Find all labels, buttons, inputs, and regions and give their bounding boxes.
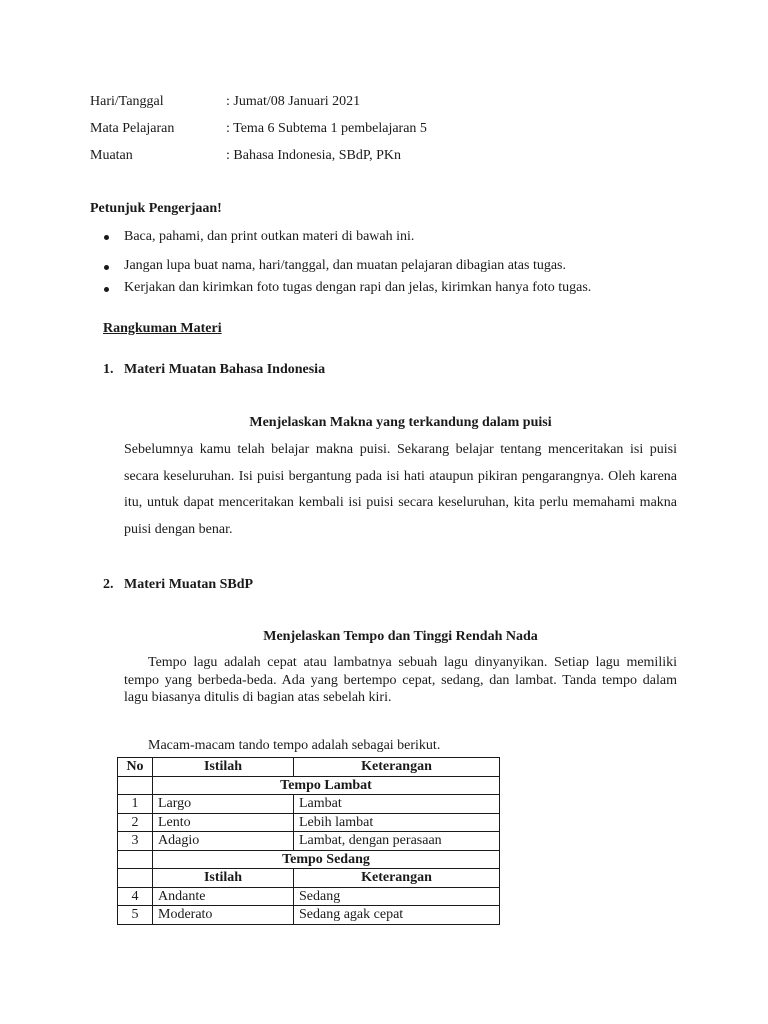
header-value-subject: : Tema 6 Subtema 1 pembelajaran 5 <box>226 121 427 136</box>
cell-term: Adagio <box>153 832 294 851</box>
cell-no: 2 <box>118 813 153 832</box>
cell-desc: Sedang agak cepat <box>294 906 500 925</box>
header-label-date: Hari/Tanggal <box>90 94 164 109</box>
table-intro: Macam-macam tando tempo adalah sebagai berikut. <box>148 738 441 753</box>
instructions-title: Petunjuk Pengerjaan! <box>90 201 222 216</box>
section1-number: 1. <box>103 362 114 377</box>
instruction-item: Kerjakan dan kirimkan foto tugas dengan rapi dan jelas, kirimkan hanya foto tugas. <box>124 280 592 295</box>
table-group-row <box>118 776 500 795</box>
table-row <box>118 906 500 925</box>
table-subheader-row <box>118 869 500 888</box>
section2-number: 2. <box>103 577 114 592</box>
cell-no: 4 <box>118 887 153 906</box>
section2-title: Materi Muatan SBdP <box>124 577 254 592</box>
section1-paragraph: Sebelumnya kamu telah belajar makna puisi. Sekarang belajar tentang menceritakan isi puisi secara keseluruhan. Isi puisi bergantung pada isi hati ataupun pikiran pengarangnya. Oleh karena itu, untuk dapat menceritakan kembali isi puisi secara keseluruhan, kita perlu memahami makna puisi dengan benar. <box>124 442 677 537</box>
cell-desc: Lebih lambat <box>294 813 500 832</box>
header-no: No <box>118 758 153 777</box>
cell-term: Largo <box>153 795 294 814</box>
cell-no: 3 <box>118 832 153 851</box>
section2-paragraph: Tempo lagu adalah cepat atau lambatnya sebuah lagu dinyanyikan. Setiap lagu memiliki tempo yang berbeda-beda. Ada yang bertempo cepat, sedang, dan lambat. Tanda tempo dalam lagu biasanya ditulis di bagian atas sebelah kiri. <box>124 655 677 705</box>
cell-no: 1 <box>118 795 153 814</box>
group-medium: Tempo Sedang <box>153 850 500 869</box>
header-label-content: Muatan <box>90 148 133 163</box>
summary-title: Rangkuman Materi <box>103 321 222 336</box>
header-term: Istilah <box>153 758 294 777</box>
table-cell-empty <box>118 776 153 795</box>
instruction-item: Baca, pahami, dan print outkan materi di bawah ini. <box>124 229 415 244</box>
table-row <box>118 813 500 832</box>
table-group-row <box>118 850 500 869</box>
cell-no: 5 <box>118 906 153 925</box>
table-cell-empty <box>118 869 153 888</box>
bullet-icon <box>104 235 109 240</box>
table-header-row <box>118 758 500 777</box>
bullet-icon <box>104 287 109 292</box>
table-row <box>118 832 500 851</box>
header-desc: Keterangan <box>294 758 500 777</box>
section1-title: Materi Muatan Bahasa Indonesia <box>124 362 326 377</box>
table-row <box>118 795 500 814</box>
table-row <box>118 887 500 906</box>
cell-term: Moderato <box>153 906 294 925</box>
cell-desc: Lambat, dengan perasaan <box>294 832 500 851</box>
instruction-item: Jangan lupa buat nama, hari/tanggal, dan muatan pelajaran dibagian atas tugas. <box>124 258 567 273</box>
cell-term: Lento <box>153 813 294 832</box>
group-slow: Tempo Lambat <box>153 776 500 795</box>
tempo-table <box>117 757 500 925</box>
header-value-date: : Jumat/08 Januari 2021 <box>226 94 361 109</box>
cell-desc: Lambat <box>294 795 500 814</box>
table-cell-empty <box>118 850 153 869</box>
header-value-content: : Bahasa Indonesia, SBdP, PKn <box>226 148 401 163</box>
header-label-subject: Mata Pelajaran <box>90 121 175 136</box>
bullet-icon <box>104 265 109 270</box>
section2-subtitle: Menjelaskan Tempo dan Tinggi Rendah Nada <box>263 629 538 644</box>
section1-subtitle: Menjelaskan Makna yang terkandung dalam puisi <box>249 415 552 430</box>
cell-desc: Sedang <box>294 887 500 906</box>
cell-term: Andante <box>153 887 294 906</box>
subheader-desc: Keterangan <box>294 869 500 888</box>
subheader-term: Istilah <box>153 869 294 888</box>
